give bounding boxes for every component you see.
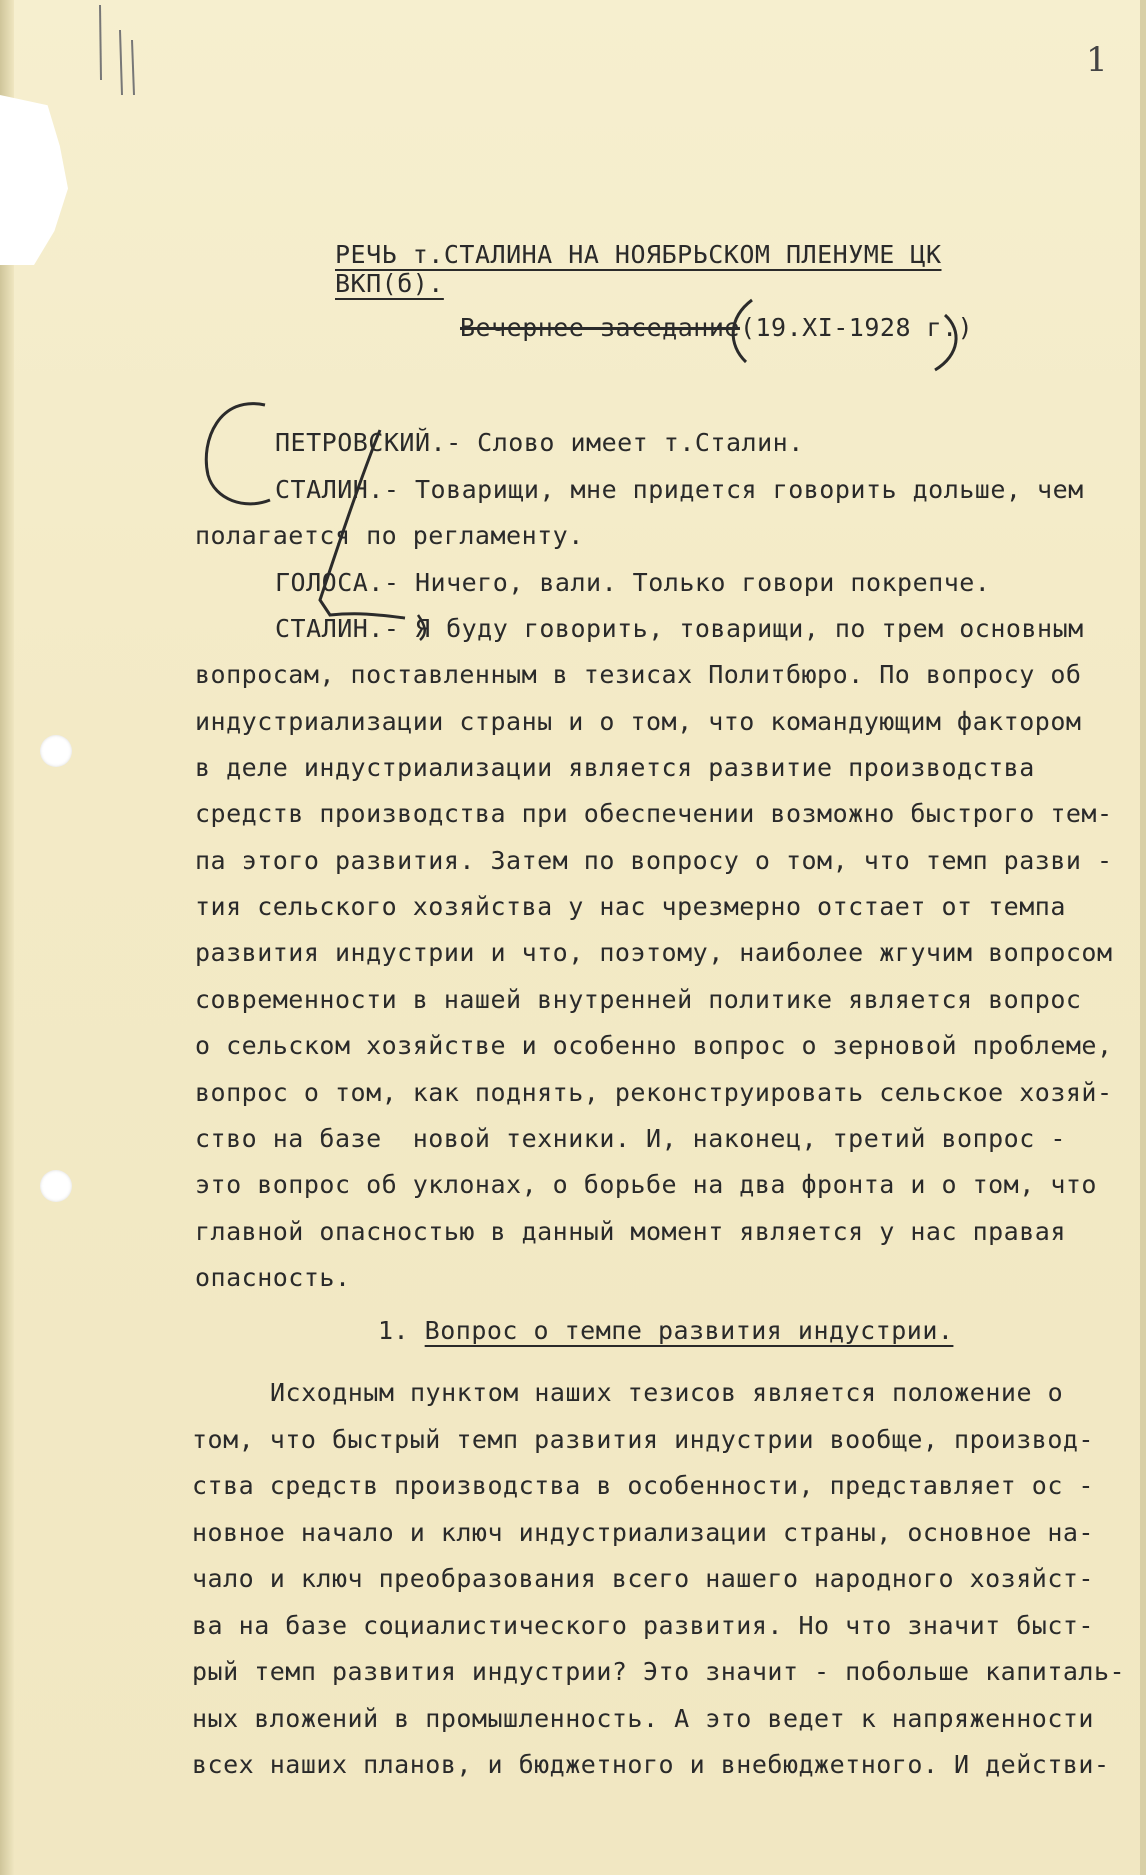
punch-hole-top xyxy=(40,735,72,767)
pencil-mark-2 xyxy=(120,30,122,95)
section-line: том, что быстрый темп развития индустрии вообще, производ- xyxy=(192,1425,1094,1454)
section-line: ва на базе социалистического развития. Но что значит быст- xyxy=(192,1611,1094,1640)
body-line: ГОЛОСА.- Ничего, вали. Только говори покрепче. xyxy=(275,568,991,597)
page-number: 1 xyxy=(1086,40,1108,80)
body-line: СТАЛИН.- Товарищи, мне придется говорить дольше, чем xyxy=(275,475,1084,504)
body-line: ПЕТРОВСКИЙ.- Слово имеет т.Сталин. xyxy=(275,428,804,457)
body-line: вопросам, поставленным в тезисах Политбюро. По вопросу об xyxy=(195,660,1082,689)
page-left-edge xyxy=(0,0,14,1875)
body-line: главной опасностью в данный момент является у нас правая xyxy=(195,1217,1066,1246)
section-title: Вопрос о темпе развития индустрии. xyxy=(424,1316,954,1345)
body-line: индустриализации страны и о том, что командующим фактором xyxy=(195,707,1082,736)
section-line: рый темп развития индустрии? Это значит - побольше капиталь- xyxy=(192,1657,1126,1686)
document-title: РЕЧЬ т.СТАЛИНА НА НОЯБРЬСКОМ ПЛЕНУМЕ ЦК ВКП(б). xyxy=(335,240,942,298)
section-line: Исходным пунктом наших тезисов является положение о xyxy=(270,1378,1064,1407)
section-number: 1. xyxy=(378,1316,410,1345)
body-line: опасность. xyxy=(195,1263,351,1292)
pencil-mark-3 xyxy=(132,40,134,95)
body-line: о сельском хозяйстве и особенно вопрос о зерновой проблеме, xyxy=(195,1031,1113,1060)
body-line: это вопрос об уклонах, о борьбе на два фронта и о том, что xyxy=(195,1170,1097,1199)
body-line: полагается по регламенту. xyxy=(195,521,584,550)
body-line: па этого развития. Затем по вопросу о том, что темп разви - xyxy=(195,846,1113,875)
body-line: средств производства при обеспечении возможно быстрого тем- xyxy=(195,799,1113,828)
body-line: СТАЛИН.- Я буду говорить, товарищи, по трем основным xyxy=(275,614,1084,643)
pencil-mark-1 xyxy=(100,5,101,80)
section-line: всех наших планов, и бюджетного и внебюджетного. И действи- xyxy=(192,1750,1110,1779)
section-line: ства средств производства в особенности, представляет ос - xyxy=(192,1471,1094,1500)
body-line: вопрос о том, как поднять, реконструировать сельское хозяй- xyxy=(195,1078,1113,1107)
body-line: в деле индустриализации является развитие производства xyxy=(195,753,1035,782)
document-subtitle xyxy=(460,313,973,342)
session-date: (19.XI-1928 г.) xyxy=(739,313,974,342)
page-right-edge xyxy=(1140,0,1146,1875)
section-line: ных вложений в промышленность. А это ведет к напряженности xyxy=(192,1704,1094,1733)
section-line: новное начало и ключ индустриализации страны, основное на- xyxy=(192,1518,1094,1547)
section-line: чало и ключ преобразования всего нашего народного хозяйст- xyxy=(192,1564,1094,1593)
body-line: ство на базе новой техники. И, наконец, третий вопрос - xyxy=(195,1124,1066,1153)
body-line: современности в нашей внутренней политике является вопрос xyxy=(195,985,1082,1014)
handwritten-c-mark xyxy=(206,404,270,504)
struck-session-label: Вечернее заседание xyxy=(460,313,740,342)
body-line: развития индустрии и что, поэтому, наиболее жгучим вопросом xyxy=(195,938,1113,967)
section-heading xyxy=(378,1316,953,1345)
punch-hole-bottom xyxy=(40,1170,72,1202)
body-line: тия сельского хозяйства у нас чрезмерно отстает от темпа xyxy=(195,892,1066,921)
torn-corner xyxy=(0,95,68,265)
